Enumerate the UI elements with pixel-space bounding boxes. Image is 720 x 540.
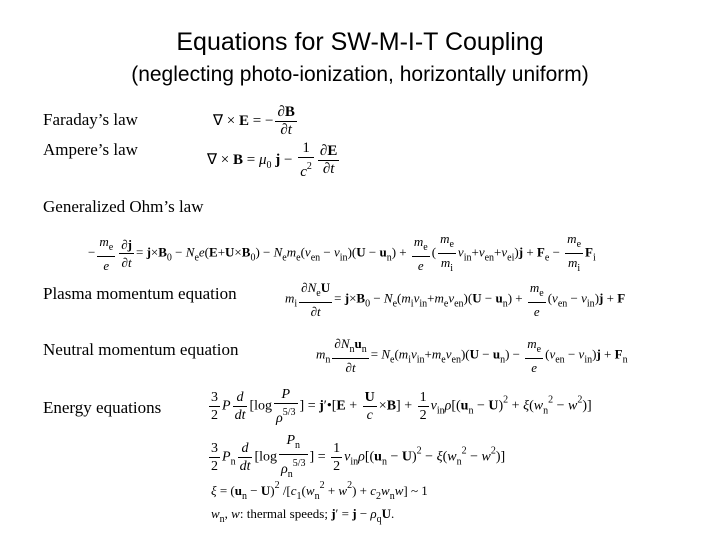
xi-definition: $\xi = (u_n - U)^2$ $/[c_1(w_n^2 + w^2) + c_2w_nw]$ ~ 1: [211, 480, 428, 502]
plasma-momentum-equation: $m_i$ $\frac{\partial N_eU}{\partial t}$ = $j\times B_0 - N_e(m_i\nu_{in}+m_e\nu_{en})(U - u_n)$ + $\frac{m_e}{e}$ $(\nu_{en} - \nu_{in})j + F$: [285, 280, 626, 319]
label-neutral: Neutral momentum equation: [43, 340, 239, 359]
neutral-momentum-equation: $m_n$ $\frac{\partial N_nu_n}{\partial t}$ = $N_e(m_i\nu_{in}+m_e\nu_{en})(U - u_n)$ − $\frac{m_e}{e}$ $(\nu_{en} - \nu_{in})j + F_n$: [316, 336, 628, 375]
label-faraday: Faraday’s law: [43, 110, 138, 129]
thermal-speeds-text: : thermal speeds;: [239, 506, 328, 521]
label-ohm: Generalized Ohm’s law: [43, 197, 204, 216]
energy-equation-neutral: $\frac{3}{2}$ $P_n$ $\frac{d}{dt}$ [log $\frac{P_n}{\rho_n^{5/3}}$ ] = $\frac{1}{2}$ $\nu_{in}\rho[(u_n - U)^2 - \xi(w_n^2 - w^2)]$: [211, 433, 506, 480]
thermal-speeds-note: $w_n$, w: thermal speeds; $j' = j - \rho_qU$.: [211, 506, 395, 525]
page-subtitle: (neglecting photo-ionization, horizontally uniform): [131, 63, 589, 86]
ohm-equation: − $\frac{m_e}{e}$ $\frac{\partial j}{\partial t}$ = $j\times B_0 - N_ee(E+U\times B_0) - N_em_e(\nu_{en} - \nu_{in})(U - u_n)$ + $\frac{m_e}{e}$ ( $\frac{m_e}{m_i}$ $\nu_{in}+\nu_{en}+\nu_{ei})j + F_e$ − $\frac{m_e}{m_i}$ $F_i$: [88, 231, 596, 274]
ampere-equation: ∇ × $B = \mu_0$ j − $\frac{1}{c^2}$ $\frac{\partial E}{\partial t}$: [207, 140, 338, 180]
energy-equation-plasma: $\frac{3}{2}$ P $\frac{d}{dt}$ [log $\frac{P}{\rho^{5/3}}$ ] = j′•[E + $\frac{U}{c}$ ×B] + $\frac{1}{2}$ $\nu_{in}\rho[(u_n - U)^2 + \xi(w_n^2 - w^2)]$: [211, 387, 592, 426]
label-ampere: Ampere’s law: [43, 140, 138, 159]
label-plasma: Plasma momentum equation: [43, 284, 237, 303]
faraday-equation: ∇ × E = − $\frac{\partial B}{\partial t}$: [213, 104, 295, 138]
label-energy: Energy equations: [43, 398, 162, 417]
page-title: Equations for SW-M-I-T Coupling: [176, 28, 544, 56]
